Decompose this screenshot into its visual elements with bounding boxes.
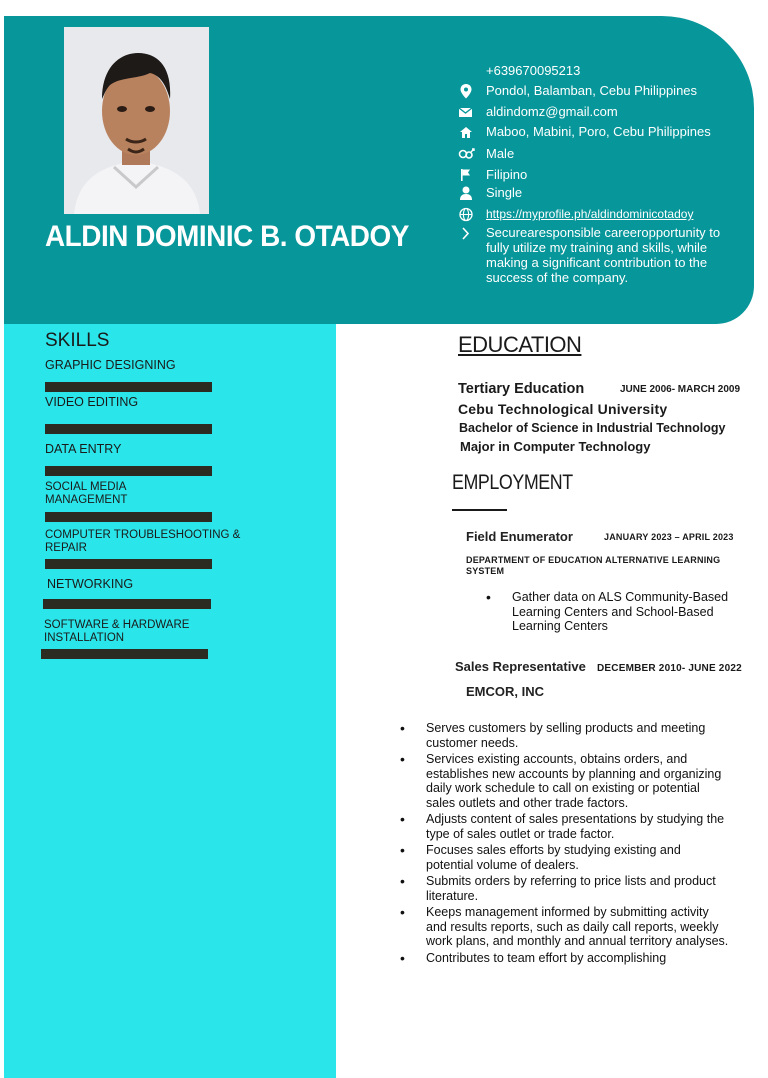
list-item: • Contributes to team effort by accomplishing [400, 951, 730, 966]
phone-text: +639670095213 [486, 63, 581, 78]
skill-bar [41, 649, 208, 659]
job-dates: JANUARY 2023 – APRIL 2023 [604, 532, 734, 542]
education-degree: Bachelor of Science in Industrial Technology [459, 421, 726, 435]
chevron-right-icon [457, 225, 475, 241]
job-dates: DECEMBER 2010- JUNE 2022 [597, 663, 742, 674]
list-item: • Keeps management informed by submitting activity and results reports, such as daily call reports, weekly work plans, and monthly and annual territory analyses. [400, 905, 730, 949]
list-item: • Services existing accounts, obtains orders, and establishes new accounts by planning and organizing daily work schedule to call on existing or potential sales outlets and other trade factors. [400, 752, 730, 810]
list-item: • Gather data on ALS Community-Based Learning Centers and School-Based Learning Centers [486, 590, 746, 634]
globe-icon [457, 206, 475, 222]
email-text: aldindomz@gmail.com [486, 104, 618, 119]
birthplace-text: Pondol, Balamban, Cebu Philippines [486, 83, 698, 98]
skill-label: SOCIAL MEDIA MANAGEMENT [45, 481, 128, 506]
education-dates: JUNE 2006- MARCH 2009 [620, 384, 741, 395]
skill-label: VIDEO EDITING [45, 395, 139, 409]
flag-icon [457, 167, 475, 183]
employment-title-underline [452, 509, 507, 511]
skill-label: SOFTWARE & HARDWARE INSTALLATION [44, 619, 190, 644]
skill-bar [45, 512, 212, 522]
map-pin-icon [457, 83, 475, 99]
gender-icon [457, 146, 475, 162]
education-major: Major in Computer Technology [460, 439, 651, 454]
skill-bar [45, 559, 212, 569]
skills-title: SKILLS [45, 330, 110, 351]
job-duties-list [400, 721, 730, 967]
skill-bar [45, 382, 212, 392]
nationality-text: Filipino [486, 167, 528, 182]
job-title: Sales Representative [455, 659, 586, 674]
candidate-name: ALDIN DOMINIC B. OTADOY [45, 220, 409, 253]
job-title: Field Enumerator [466, 529, 573, 544]
gender-text: Male [486, 146, 515, 161]
job-organization: DEPARTMENT OF EDUCATION ALTERNATIVE LEARNING SYSTEM [466, 555, 721, 576]
list-item: • Focuses sales efforts by studying existing and potential volume of dealers. [400, 843, 730, 872]
profile-photo [64, 27, 209, 214]
skill-bar [45, 466, 212, 476]
objective-text: Securearesponsible careeropportunity to fully utilize my training and skills, while making a significant contribution to the success of the company. [486, 225, 721, 285]
home-icon [457, 124, 475, 140]
list-item: • Serves customers by selling products and meeting customer needs. [400, 721, 730, 750]
civil-status-text: Single [486, 185, 523, 200]
person-portrait-icon [64, 27, 209, 214]
address-text: Maboo, Mabini, Poro, Cebu Philippines [486, 124, 711, 139]
user-icon [457, 185, 475, 201]
envelope-icon [457, 104, 475, 120]
education-level: Tertiary Education [458, 381, 585, 397]
skills-sidebar [4, 300, 336, 1078]
skill-label: DATA ENTRY [45, 442, 122, 456]
skill-label: GRAPHIC DESIGNING [45, 358, 176, 372]
list-item: • Adjusts content of sales presentations by studying the type of sales outlet or trade factor. [400, 812, 730, 841]
skill-bar [43, 599, 211, 609]
education-title: EDUCATION [458, 332, 582, 357]
job-organization: EMCOR, INC [466, 684, 544, 699]
job-duties-list [486, 590, 746, 636]
skill-label: COMPUTER TROUBLESHOOTING & REPAIR [45, 529, 241, 554]
skill-label: NETWORKING [47, 577, 134, 591]
skill-bar [45, 424, 212, 434]
website-link[interactable]: https://myprofile.ph/aldindominicotadoy [486, 207, 694, 221]
education-school: Cebu Technological University [458, 401, 668, 417]
list-item: • Submits orders by referring to price lists and product literature. [400, 874, 730, 903]
employment-title: EMPLOYMENT [452, 471, 573, 494]
